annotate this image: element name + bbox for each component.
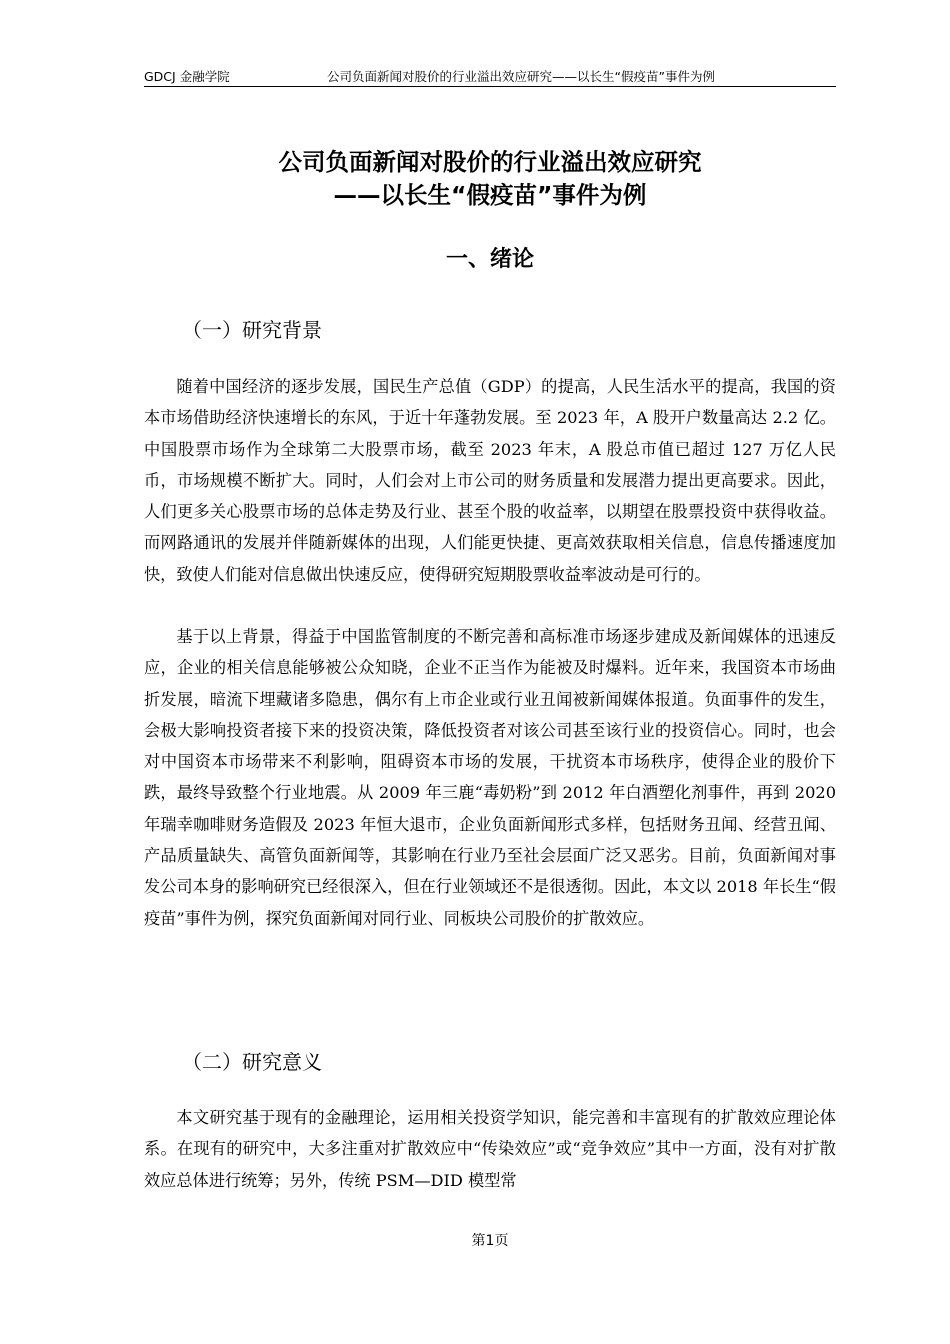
header-institution: GDCJ 金融学院 <box>144 69 230 84</box>
paper-title-line2: ——以长生“假疫苗”事件为例 <box>333 181 647 209</box>
chapter-heading: 一、绪论 <box>445 247 534 272</box>
body-paragraph: 随着中国经济的逐步发展，国民生产总值（GDP）的提高，人民生活水平的提高，我国的资本市场借助经济快速增长的东风，于近十年蓬勃发展。至 2023 年，A 股开户数量高达 2.2 亿。中国股票市场作为全球第二大股票市场，截至 2023 年末，A 股总市值已超过 127 万亿人民币，市场规模不断扩大。同时，人们会对上市公司的财务质量和发展潜力提出更高要求。因此，人们更多关心股票市场的总体走势及行业、甚至个股的收益率，以期望在股票投资中获得收益。而网路通讯的发展并伴随新媒体的出现，人们能更快捷、更高效获取相关信息，信息传播速度加快，致使人们能对信息做出快速反应，使得研究短期股票收益率波动是可行的。 <box>144 377 836 584</box>
paper-title <box>144 146 836 212</box>
section-heading-significance: （二）研究意义 <box>182 1050 322 1074</box>
body-paragraph: 基于以上背景，得益于中国监管制度的不断完善和高标准市场逐步建成及新闻媒体的迅速反应，企业的相关信息能够被公众知晓，企业不正当作为能被及时爆料。近年来，我国资本市场曲折发展，暗流下埋藏诸多隐患，偶尔有上市企业或行业丑闻被新闻媒体报道。负面事件的发生，会极大影响投资者接下来的投资决策，降低投资者对该公司甚至该行业的投资信心。同时，也会对中国资本市场带来不利影响，阻碍资本市场的发展，干扰资本市场秩序，使得企业的股价下跌，最终导致整个行业地震。从 2009 年三鹿“毒奶粉”到 2012 年白酒塑化剂事件，再到 2020 年瑞幸咖啡财务造假及 2023 年恒大退市，企业负面新闻形式多样，包括财务丑闻、经营丑闻、产品质量缺失、高管负面新闻等，其影响在行业乃至社会层面广泛又恶劣。目前，负面新闻对事发公司本身的影响研究已经很深入，但在行业领域还不是很透彻。因此，本文以 2018 年长生“假疫苗”事件为例，探究负面新闻对同行业、同板块公司股价的扩散效应。 <box>144 627 836 928</box>
page-number: 第1页 <box>471 1233 509 1249</box>
section-heading-background: （一）研究背景 <box>182 318 322 342</box>
body-paragraph: 本文研究基于现有的金融理论，运用相关投资学知识，能完善和丰富现有的扩散效应理论体系。在现有的研究中，大多注重对扩散效应中“传染效应”或“竞争效应”其中一方面，没有对扩散效应总体进行统筹；另外，传统 PSM—DID 模型常 <box>144 1108 836 1190</box>
running-header <box>144 66 836 87</box>
header-paper-title: 公司负面新闻对股价的行业溢出效应研究——以长生“假疫苗”事件为例 <box>327 69 715 84</box>
paper-title-line1: 公司负面新闻对股价的行业溢出效应研究 <box>278 148 702 176</box>
